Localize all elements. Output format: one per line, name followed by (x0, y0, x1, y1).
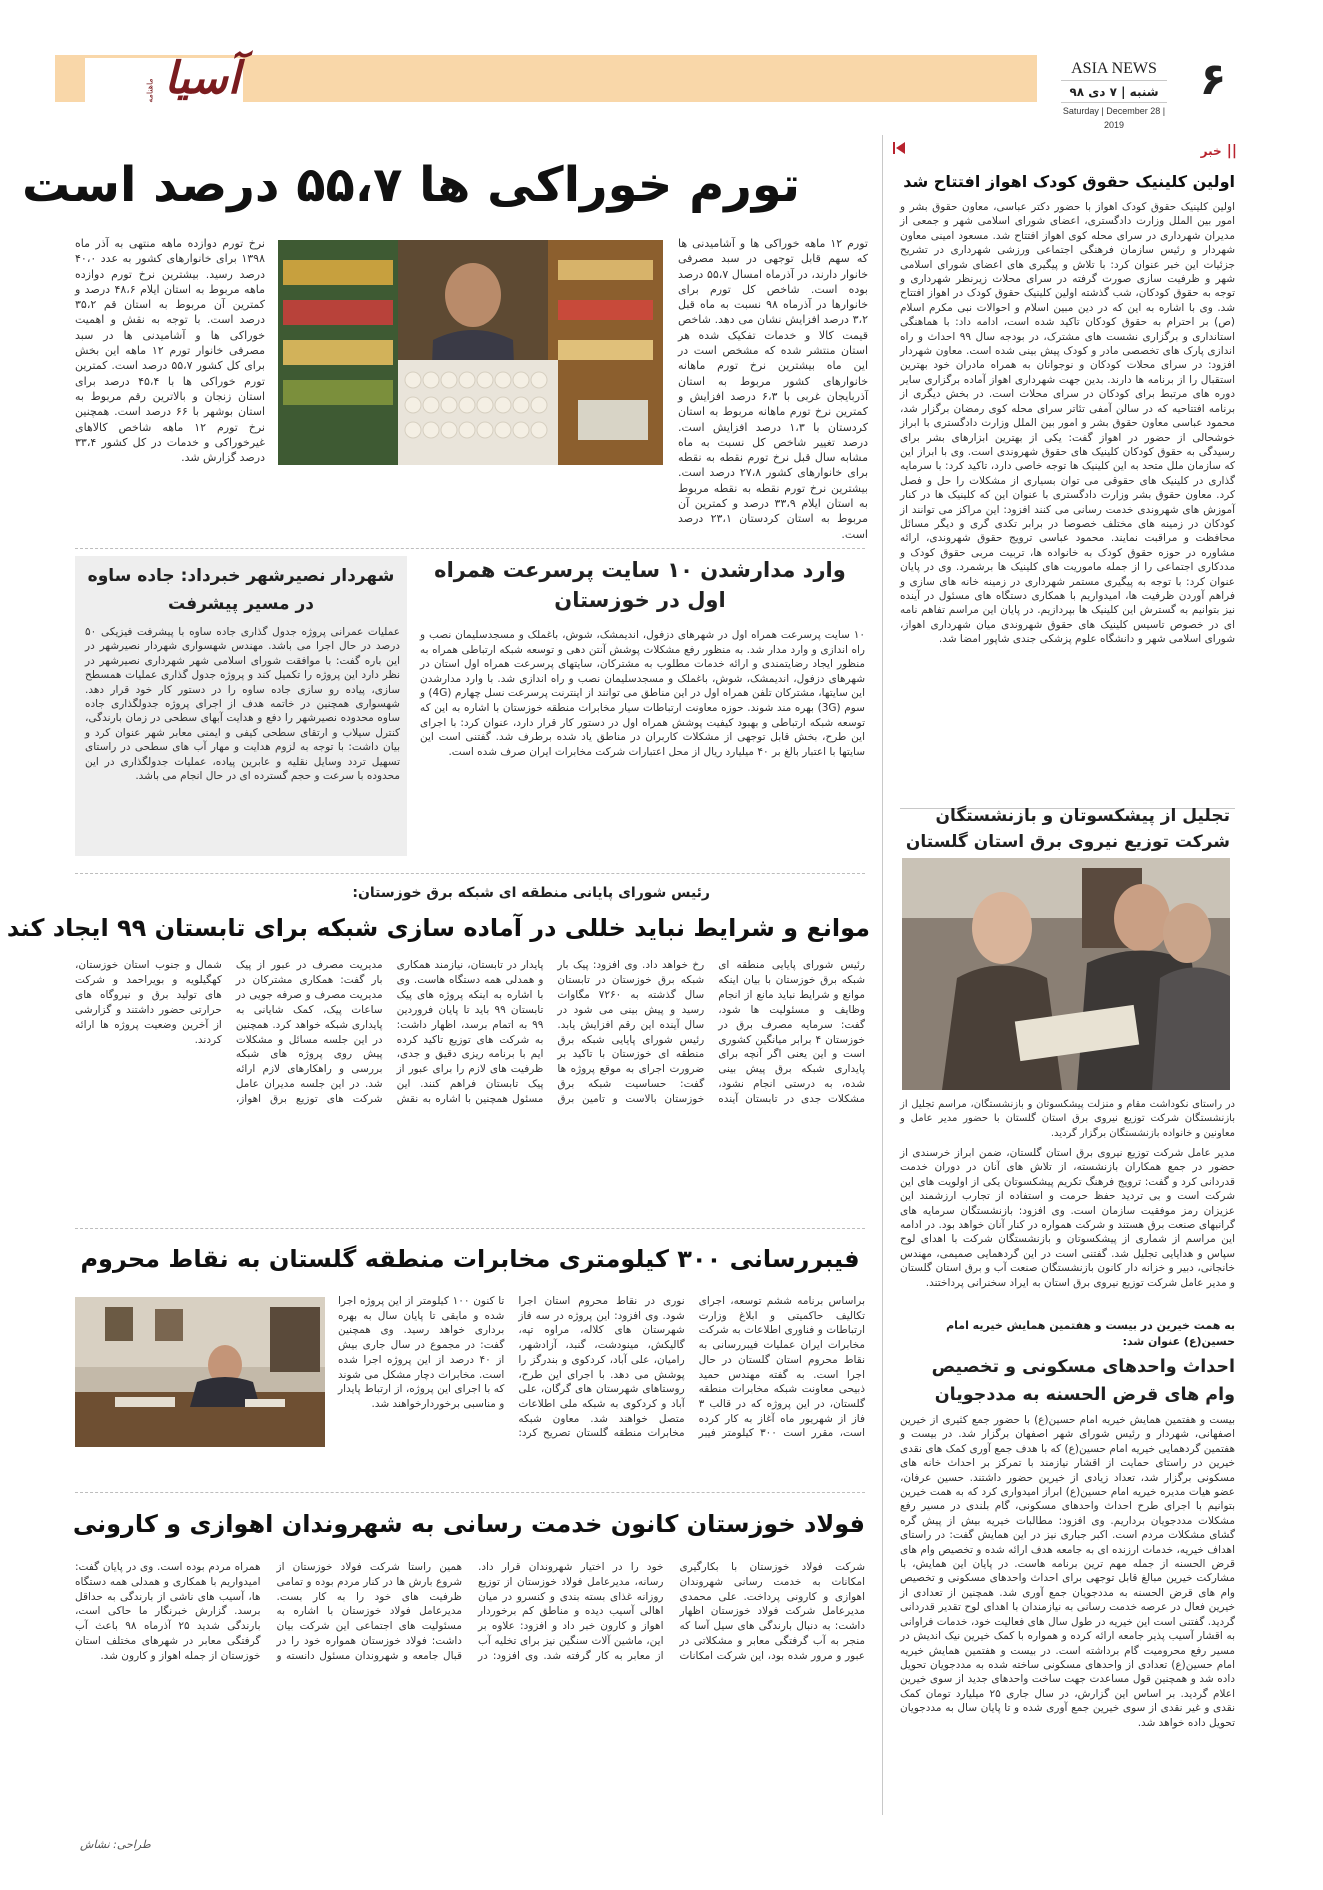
date-en: Saturday | December 28 | 2019 (1062, 106, 1166, 130)
divider (75, 1492, 865, 1493)
article3-body: عملیات عمرانی پروژه جدول گذاری جاده ساوه با پیشرفت فیزیکی ۵۰ درصد در حال اجرا می باشد. مهندس شهسواری شهردار نصیرشهر در این باره گفت: با موافقت شورای اسلامی شهر شهرداری نصیرشهر در نظر دارد این پروژه را تکمیل کند و پروژه جدول گذاری عملیات همسطح سازی، پیاده رو سازی جاده ساوه را در دستور کار خود قرار دهد. شهسواری همچنین در خاتمه هدف از اجرای پروژه جدولگذاری جاده ساوه محدوده نصیرشهر را دفع و هدایت آبهای سطحی در زمان بارندگی، کنترل سیلاب و ارتقای سطحی کیفی و ایمنی معابر شهر عنوان کرد و بیان داشت: با توجه به لزوم هدایت و مهار آب های سطحی در راستای تسهیل تردد وسایل نقلیه و عابرین پیاده، عملیات جدولگذاری در این محدوده با سرعت و حجم گسترده ای در حال انجام می باشد. (85, 626, 400, 783)
logo-text: آسیا (164, 53, 240, 104)
article6-title: فولاد خوزستان کانون خدمت رسانی به شهروندان اهوازی و کارونی (72, 1510, 865, 1538)
office-photo (75, 1297, 325, 1447)
divider (75, 548, 865, 549)
article6-body: شرکت فولاد خوزستان با بکارگیری امکانات به خدمت رسانی شهروندان اهوازی و کارونی پرداخت. علی محمدی مدیرعامل شرکت فولاد خوزستان اظهار داشت: به دنبال بارندگی های سیل آسا که منجر به آب گرفتگی معابر و مشکلاتی در عبور و مرور شده بود، این شرکت امکانات خود را در اختیار شهروندان قرار داد. رسانه، مدیرعامل فولاد خوزستان از توزیع روزانه غذای بسته بندی و کنسرو در میان اهالی آسیب دیده و مناطق کم برخوردار اهواز و کارون خبر داد و افزود: علاوه بر این، ماشین آلات سنگین نیز برای تخلیه آب از معابر به کار گرفته شد. وی افزود: در همین راستا شرکت فولاد خوزستان از شروع بارش ها در کنار مردم بوده و تمامی ظرفیت های خود را به کار بست. مدیرعامل فولاد خوزستان با اشاره به مسئولیت های اجتماعی این شرکت بیان داشت: فولاد خوزستان همواره خود را در قبال جامعه و شهروندان مسئول دانسته و همراه مردم بوده است. وی در پایان گفت: امیدواریم با همکاری و همدلی همه دستگاه ها، آسیب های ناشی از بارندگی به حداقل برسد. گزارش خبرنگار ما حاکی است، بارندگی شدید ۲۵ آذرماه ۹۸ باعث آب گرفتگی معابر در شهرهای مختلف استان خوزستان از جمله اهواز و کارون شد. (75, 1561, 865, 1662)
lead-column-left: نرخ تورم دوازده ماهه منتهی به آذر ماه ۱۳۹۸ برای خانوارهای کشور به عدد ۴۰،۰ درصد رسید. بیشترین نرخ تورم دوازده ماهه مربوط به استان ایلام ۴۸،۶ درصد و کمترین آن مربوط به استان قم ۳۵،۲ درصد است. با توجه به نقش و اهمیت خوراکی ها و آشامیدنی ها در سبد مصرفی خانوار تورم ۱۲ ماهه این بخش برای کل کشور ۵۵،۷ درصد است. کمترین تورم خوراکی ها با ۴۵،۴ درصد برای استان زنجان و بالاترین رقم مربوط به استان بوشهر با ۶۶ درصد است. همچنین نرخ تورم ۱۲ ماهه شاخص کالاهای غیرخوراکی و خدمات در کل کشور ۳۳،۴ درصد گزارش شد. (75, 237, 265, 465)
article4-body: رئیس شورای پایایی منطقه ای شبکه برق خوزستان با بیان اینکه موانع و شرایط نباید مانع از انجام وظایف و مسئولیت ها شود، گفت: سرمایه مصرف برق در خوزستان ۴ برابر میانگین کشوری است و این یعنی اگر آنچه برای پایداری شبکه برق پیش بینی شده، به درستی انجام نشود، مشکلات جدی در تابستان آینده رخ خواهد داد. وی افزود: پیک بار شبکه برق خوزستان در تابستان سال گذشته به ۷۲۶۰ مگاوات رسید و پیش بینی می شود در سال آینده این رقم افزایش یابد. رئیس شورای پایایی شبکه برق منطقه ای خوزستان با تاکید بر ضرورت اجرای به موقع پروژه ها گفت: حساسیت شبکه برق خوزستان بالاست و تامین برق پایدار در تابستان، نیازمند همکاری و همدلی همه دستگاه هاست. وی با اشاره به اینکه پروژه های پیک تابستان ۹۹ باید تا پایان فروردین ۹۹ به اتمام برسد، اظهار داشت: به شرکت های توزیع تاکید کرده ایم با برنامه ریزی دقیق و جدی، ظرفیت های لازم را برای عبور از پیک تابستان فراهم کنند. این مسئول همچنین با اشاره به نقش مدیریت مصرف در عبور از پیک بار گفت: همکاری مشترکان در مدیریت مصرف و صرفه جویی در ساعات پیک، کمک شایانی به پایداری شبکه خواهد کرد. همچنین در این جلسه مسائل و مشکلات پیش روی پروژه های شبکه بررسی و راهکارهای لازم ارائه شد. در این جلسه مدیران عامل شرکت های توزیع برق اهواز، شمال و جنوب استان خوزستان، کهگیلویه و بویراحمد و شرکت های تولید برق و نیروگاه های حرارتی حضور داشتند و گزارشی از آخرین وضعیت پروژه ها ارائه کردند. (75, 959, 865, 1106)
award-photo (902, 858, 1230, 1090)
page-number: ۶ (1199, 54, 1227, 105)
side-article3-title: احداث واحدهای مسکونی و تخصیص وام های قرض الحسنه به مددجویان (931, 1357, 1235, 1405)
date-fa: شنبه | ۷ دی ۹۸ (1069, 85, 1159, 99)
article2-title: وارد مدارشدن ۱۰ سایت پرسرعت همراه اول در خوزستان (434, 558, 846, 612)
column-divider (882, 135, 883, 1815)
section-label: خبر (1200, 144, 1222, 158)
shop-photo (278, 240, 663, 465)
side-article2-body: مدیر عامل شرکت توزیع نیروی برق استان گلستان، ضمن ابراز خرسندی از حضور در جمع همکاران بازنشسته، از تلاش های آنان در دوران خدمت قدردانی کرد و گفت: ترویج فرهنگ تکریم پیشکسوتان یکی از اولویت های این شرکت است و بی تردید حفظ حرمت و استفاده از تجارب ارزشمند این عزیزان رمز موفقیت سازمان است. وی افزود: بازنشستگان سرمایه های گرانبهای صنعت برق هستند و شرکت همواره در کنار آنان خواهد بود. در ادامه این مراسم از شماری از پیشکسوتان و بازنشستگان شرکت با اهدای لوح سپاس و هدایایی تجلیل شد. گفتنی است در این گردهمایی صمیمی، مهندس خانجانی، دبیر و خزانه دار کانون بازنشستگان صنعت آب و برق استان گلستان و مدیر عامل شرکت توزیع نیروی برق استان به ایراد سخنرانی پرداختند. (900, 1147, 1235, 1289)
side-article3-body: بیست و هفتمین همایش خیریه امام حسین(ع) با حضور جمع کثیری از خیرین اصفهانی، شهردار و رئیس شورای شهر اصفهان برگزار شد. در بیست و هفتمین گردهمایی خیریه امام حسین(ع) که با هدف جمع آوری کمک های نقدی خیرین در راستای حمایت از اقشار نیازمند با تمرکز بر احداث خانه های مسکونی برگزار شد، تعداد زیادی از خیرین حضور داشتند. حسین عرفان، عضو هیات مدیره خیریه امام حسین(ع) ابراز امیدواری کرد که به همت خیرین بتوانیم با اجرای طرح احداث واحدهای مسکونی، گام بلندی در مسیر رفع مشکلات مددجویان برداریم. وی افزود: مطالبات خیریه بیش از پیش گره گشای مشکلات مردم است. اکبر جباری نیز در این همایش گفت: در راستای اهداف خیریه، خدمات ارزنده ای به جامعه هدف ارائه شده و تخصیص وام های قرض الحسنه از جمله مهم ترین برنامه هاست. در پایان این همایش، با مشارکت خیرین مبالغ قابل توجهی برای احداث واحدهای مسکونی و تخصیص وام های قرض الحسنه به مددجویان جمع آوری شد. همچنین از تعدادی از خیرین فعال در عرصه خدمت رسانی به نیازمندان با اهدای لوح تقدیر قدردانی گردید. گفتنی است این خیریه در طول سال های فعالیت خود، خدمات فراوانی به اقشار آسیب پذیر جامعه ارائه کرده و همواره با کمک خیرین نیک اندیش در مسیر رفع محرومیت گام برداشته است. در بیست و هفتمین همایش خیریه امام حسین(ع) تعدادی از واحدهای مسکونی ساخته شده به مددجویان تحویل داده شد و همچنین قول مساعدت جهت ساخت واحدهای جدید از سوی خیرین اعلام گردید. بر اساس این گزارش، در سال جاری ۲۵ میلیارد تومان کمک نقدی و غیر نقدی از سوی خیرین جمع آوری شده و تا پایان سال به مددجویان تحویل داده خواهد شد. (900, 1414, 1235, 1729)
footer-credit: طراحی: نشاش (80, 1838, 151, 1851)
article5-title: فیبررسانی ۳۰۰ کیلومتری مخابرات منطقه گلستان به نقاط محروم (80, 1245, 860, 1273)
brand-box (1055, 60, 1173, 130)
article4-title: موانع و شرایط نباید خللی در آماده سازی شبکه برای تابستان ۹۹ ایجاد کند (6, 914, 870, 942)
divider (75, 873, 865, 874)
side-article1-body: اولین کلینیک حقوق کودک اهواز با حضور دکتر عباسی، معاون حقوق بشر و امور بین الملل وزارت دادگستری، اعضای شورای اسلامی شهر و جمعی از مدیران شهرداری در سرای محله کوی اهواز افتتاح شد. مسعود امینی معاون شهردار و رئیس سازمان فرهنگی اجتماعی ورزشی شهرداری در تشریح جزئیات این خبر عنوان کرد: با تلاش و پیگیری های اعضای شورای اسلامی شهر و ظرفیت سازی صورت گرفته در سرای محلات زیرنظر شهرداری و توجه به حقوق کودکان، شب گذشته اولین کلینیک حقوق کودک در اهواز افتتاح شد. وی با اشاره به این که در دین مبین اسلام و احوالات نبی مکرم اسلام (ص) بر احترام به حقوق کودکان تاکید شده است، ادامه داد: با هماهنگی استانداری و برگزاری نشست های مشترک، در بودجه سال ۹۹ احداث و راه اندازی پارک های تخصصی مادر و کودک پیش بینی شده است. معاون شهردار افزود: در سرای محلات کودکان و نوجوانان به همراه مادران خود بهترین استقبال را از برنامه ها دارند. بدین جهت شهرداری اهواز آماده برگزاری سایر دوره های مرتبط برای کودکان در سرای محلات است. در بخش دیگری از برنامه افتتاحیه که در سالن آمفی تئاتر سرای محله کوی رمضان برگزار شد، محمود عباسی معاون حقوق بشر و امور بین الملل وزارت دادگستری با ابراز خوشحالی از حضور در اهواز گفت: یکی از بهترین ابزارهای بشر برای رسیدگی به حقوق کودکان کلینیک های حقوق شهروندی است. وی با ابراز این که سازمان ملل متحد به این کلینیک ها توجه خاصی دارد، تاکید کرد: با سرمایه گذاری در کلینیک های حقوقی می توان بسیاری از مشکلات را حل و فصل کرد. معاون حقوق بشر وزارت دادگستری با عنوان این که کلینیک ها در کنار آموزش های شهروندی خدمت رسانی می کنند افزود: این مراکز می توانند از کودکان در زمینه های مختلف خصوصا در برابر تکدی گری و دیگر مسائل محافظت و مراقبت نمایند. محمود عباسی ترویج حقوق شهروندی، ارائه مشاوره در حوزه حقوق کودک به خانواده ها، تربیت مربی حقوق کودک و مددکاری اجتماعی را از جمله ماموریت های کلینیک ها برشمرد. وی در پایان عنوان کرد: با توجه به پیگیری مستمر شهرداری در زمینه خانه های سازی و فراهم آوردن ظرفیت ها، امیدواریم با همکاری دستگاه های مسئول در آینده نیز بتوانیم به گسترش این کلینیک ها بپردازیم. در پایان این مراسم تفاهم نامه ای در خصوص تاسیس کلینیک های حقوق شهروندی میان شهرداری اهواز، شورای اسلامی شهر و دانشگاه علوم پزشکی جندی شاپور امضا شد. (900, 201, 1235, 646)
office-photo-caption (75, 1452, 325, 1482)
side-article3-kicker: به همت خیرین در بیست و هفتمین همایش خیریه امام حسین(ع) عنوان شد: (946, 1319, 1235, 1348)
brand-en: ASIA NEWS (1071, 60, 1157, 77)
main-headline: تورم خوراکی ها ۵۵،۷ درصد است (21, 157, 800, 213)
lead-column-right: تورم ۱۲ ماهه خوراکی ها و آشامیدنی ها که سهم قابل توجهی در سبد مصرفی خانوار دارند، در آذرماه امسال ۵۵،۷ درصد بوده است. شاخص کل تورم برای خانوارها در آذرماه ۹۸ نسبت به ماه قبل ۳،۲ درصد افزایش نشان می دهد. شاخص قیمت کالا و خدمات تفکیک شده هر استان منتشر شده که مشخص است در این ماه بیشترین نرخ تورم ماهانه خانوارهای کشور مربوط به استان آذربایجان غربی با ۶،۳ درصد افزایش و کمترین نرخ تورم ماهانه مربوط به استان کردستان با ۱،۳ درصد افزایش است. درصد تغییر شاخص کل نسبت به ماه مشابه سال قبل نرخ تورم نقطه به نقطه برای خانوارهای کشور ۲۷،۸ درصد است. بیشترین نرخ تورم نقطه به نقطه مربوط به استان ایلام ۳۳،۹ درصد و کمترین آن مربوط به استان کردستان ۲۳،۱ درصد است. (678, 237, 869, 541)
article2-body: ۱۰ سایت پرسرعت همراه اول در شهرهای دزفول، اندیمشک، شوش، باغملک و مسجدسلیمان نصب و راه اندازی و وارد مدار شد. به منظور رفع مشکلات پوشش آنتن دهی و توسعه شبکه ارتباطی همراه به منظور ایجاد رضایتمندی و ارائه خدمات مطلوب به مشترکان، سایتهای پرسرعت همراه اول استان در شهرهای دزفول، اندیمشک، شوش، باغملک و مسجدسلیمان نصب و راه اندازی شد. با وارد مدارشدن این سایتها، مشترکان تلفن همراه اول در این مناطق می توانند از اینترنت پرسرعت نسل چهارم (4G) و سوم (3G) بهره مند شوند. حوزه معاونت ارتباطات سیار مخابرات منطقه خوزستان با اشاره به این که توسعه شبکه ارتباطی و بهبود کیفیت پوشش همراه اول در دستور کار قرار دارد، عنوان کرد: با اجرای این طرح، بخش قابل توجهی از مشکلات کاربران در مناطق یاد شده برطرف شد. گفتنی است این سایتها با اعتبار بالغ بر ۴۰ میلیارد ریال از محل اعتبارات شرکت مخابرات ایران صرف شده است. (420, 629, 865, 758)
section-label-box: || خبر (1200, 143, 1237, 159)
logo-small: ماهنامه (145, 78, 155, 103)
article5-body: براساس برنامه ششم توسعه، اجرای تکالیف حاکمیتی و ابلاغ وزارت ارتباطات و فناوری اطلاعات به شرکت مخابرات ایران عملیات فیبررسانی به نقاط محروم استان گلستان در حال اجرا است. به گفته مهندس حمید ذبیحی معاونت شبکه مخابرات منطقه گلستان، در این پروژه که در قالب ۳ فاز از شهریور ماه آغاز به کار کرده است، مقرر است ۳۰۰ کیلومتر فیبر نوری در نقاط محروم استان اجرا شود. وی افزود: این پروژه در سه فاز شهرستان های کلاله، مراوه تپه، گالیکش، مینودشت، گنبد، آزادشهر، رامیان، علی آباد، کردکوی و بندرگز را پوشش می دهد. با اجرای این طرح، روستاهای شهرستان های گرگان، علی آباد و کردکوی به شبکه ملی اطلاعات متصل خواهند شد. معاون شبکه مخابرات منطقه گلستان تصریح کرد: تا کنون ۱۰۰ کیلومتر از این پروژه اجرا شده و مابقی تا پایان سال به بهره برداری خواهد رسید. وی همچنین گفت: در مجموع در سال جاری بیش از ۴۰ درصد از این پروژه اجرا شده است. مخابرات دچار مشکل می شوند که با اجرای این پروژه، از ارتباط پایدار و مناسبی برخوردارخواهند شد. (338, 1295, 865, 1440)
article4-kicker: رئیس شورای پایانی منطقه ای شبکه برق خوزستان: (352, 885, 710, 901)
side-article1-title: اولین کلینیک حقوق کودک اهواز افتتاح شد (903, 172, 1235, 191)
site-logo[interactable] (145, 54, 240, 106)
section-play-icon-bar (893, 142, 895, 154)
section-play-icon (896, 142, 905, 154)
article3-title: شهردار نصیرشهر خبرداد: جاده ساوه در مسیر پیشرفت (87, 566, 395, 614)
side-article2-title: تجلیل از پیشکسوتان و بازنشستگان شرکت توزیع نیروی برق استان گلستان (905, 806, 1230, 852)
award-photo-caption: در راستای نکوداشت مقام و منزلت پیشکسوتان و بازنشستگان، مراسم تجلیل از بازنشستگان شرکت توزیع نیروی برق استان گلستان با حضور مدیر عامل و معاونین و خانواده بازنشستگان برگزار گردید. (900, 1099, 1235, 1139)
divider (75, 1228, 865, 1229)
